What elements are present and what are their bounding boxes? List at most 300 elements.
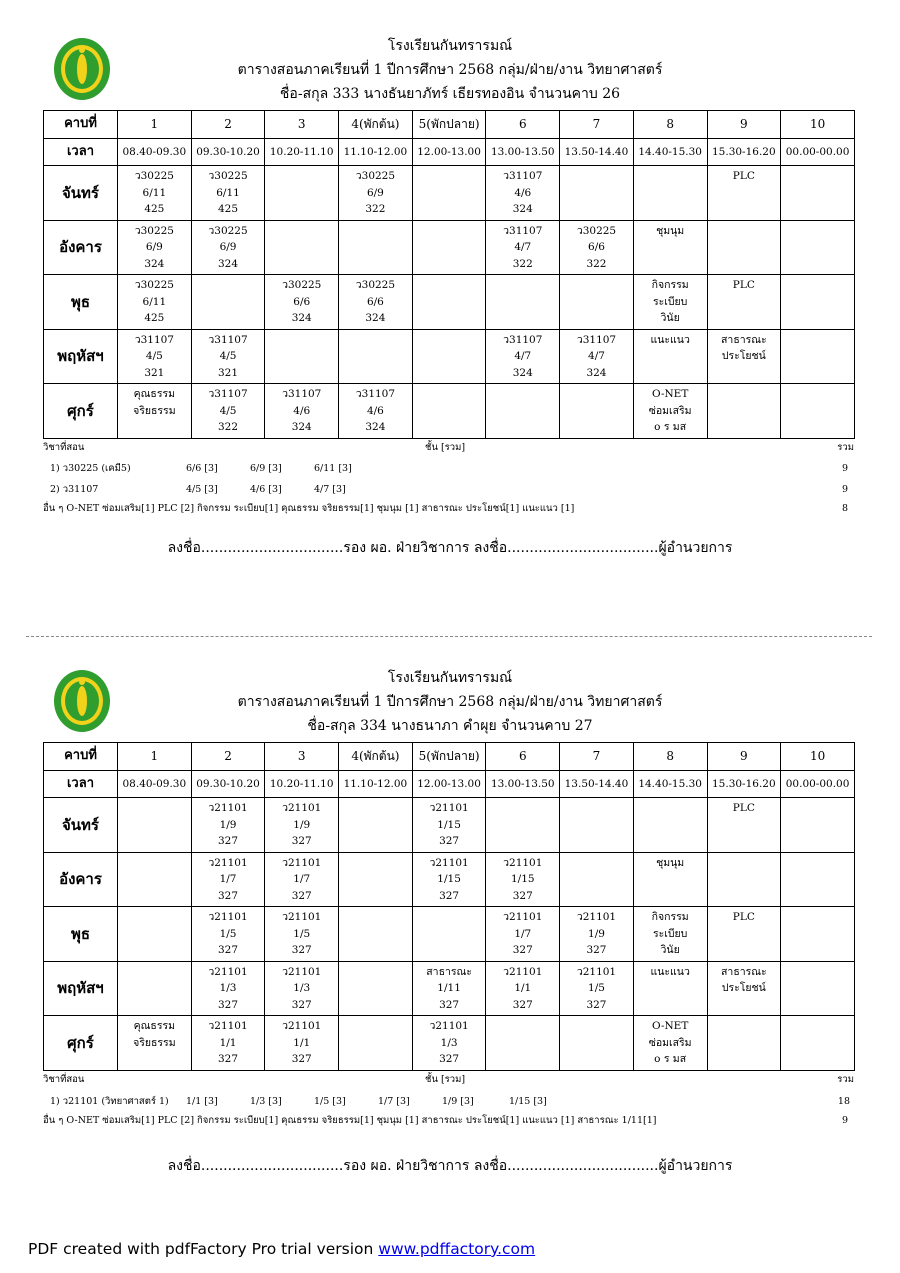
cell-line: ว31107 [208, 388, 248, 400]
day-label: พุธ [44, 907, 118, 962]
page-divider [26, 636, 872, 637]
day-row [44, 329, 855, 384]
timetable-cell [191, 220, 265, 275]
cell-line: 1/9 [588, 927, 605, 940]
empty-cell [781, 852, 855, 907]
empty-cell [633, 798, 707, 853]
summary-total-heading: รวม [837, 442, 854, 453]
cell-line: ว21101 [429, 856, 469, 869]
empty-cell [560, 852, 634, 907]
cell-line: ว21101 [282, 802, 322, 814]
cell-line: 4/6 [514, 186, 532, 199]
cell-line: 1/5 [293, 927, 311, 940]
cell-line: o ร มส [654, 421, 687, 433]
empty-cell [781, 166, 855, 221]
day-row [44, 384, 855, 439]
cell-line: 6/9 [366, 186, 384, 199]
timetable-cell [191, 329, 265, 384]
cell-line: 6/6 [366, 295, 384, 308]
timetable [43, 110, 855, 439]
cell-line: 1/7 [514, 927, 532, 940]
cell-line: ว21101 [208, 965, 248, 978]
cell-line: 327 [586, 998, 607, 1011]
subject-total: 18 [837, 1096, 850, 1107]
cell-line: ชุมนุม [656, 224, 685, 237]
subject-class: 1/9 [3] [442, 1096, 474, 1107]
empty-cell [781, 961, 855, 1016]
subject-class: 1/7 [3] [378, 1096, 410, 1107]
period-time: 15.30-16.20 [707, 771, 781, 798]
cell-line: 324 [586, 366, 607, 379]
empty-cell [191, 275, 265, 330]
timetable-cell [486, 220, 560, 275]
cell-line: 1/15 [437, 873, 461, 885]
cell-line: 327 [291, 889, 312, 902]
timetable-cell [412, 798, 486, 853]
timetable-cell [118, 220, 192, 275]
empty-cell [339, 907, 413, 962]
period-header-row [44, 111, 855, 139]
summary-total-heading: รวม [837, 1074, 854, 1085]
timetable-cell [633, 852, 707, 907]
cell-line: 6/9 [145, 241, 163, 253]
timetable-cell [265, 798, 339, 853]
subject-class: 4/7 [3] [314, 484, 346, 495]
timetable-cell [118, 275, 192, 330]
period-time: 00.00-00.00 [781, 139, 855, 166]
cell-line: ว21101 [429, 1020, 469, 1032]
empty-cell [265, 166, 339, 221]
subject-total: 9 [841, 484, 848, 495]
cell-line: 1/3 [293, 982, 311, 994]
empty-cell [339, 1016, 413, 1071]
period-number: 10 [781, 111, 855, 139]
summary-subject-heading: วิชาที่สอน [43, 1074, 85, 1085]
subject-class: 1/5 [3] [314, 1096, 346, 1107]
cell-line: PLC [732, 911, 755, 923]
other-activities-text: อื่น ๆ O-NET ซ่อมเสริม[1] PLC [2] กิจกรรม ระเบียบ[1] คุณธรรม จริยธรรม[1] ชุมนุม [1] สาธารณะ ประโยชน์[1] แนะแนว [1] สาธารณะ 1/11[1] [43, 1115, 657, 1126]
time-header-row [44, 139, 855, 166]
cell-line: วินัย [660, 944, 680, 956]
empty-cell [265, 220, 339, 275]
timetable [43, 742, 855, 1071]
empty-cell [707, 852, 781, 907]
timetable-cell [265, 275, 339, 330]
period-label: คาบที่ [44, 743, 118, 771]
cell-line: จริยธรรม [133, 404, 176, 417]
timetable-cell [560, 961, 634, 1016]
day-label: อังคาร [44, 852, 118, 907]
other-activities-text: อื่น ๆ O-NET ซ่อมเสริม[1] PLC [2] กิจกรรม ระเบียบ[1] คุณธรรม จริยธรรม[1] ชุมนุม [1] สาธารณะ ประโยชน์[1] แนะแนว [1] [43, 503, 575, 514]
period-time: 13.50-14.40 [560, 771, 634, 798]
period-number: 1 [118, 111, 192, 139]
cell-line: ว21101 [282, 856, 322, 869]
timetable-cell [339, 166, 413, 221]
day-label: พุธ [44, 275, 118, 330]
cell-line: o ร มส [654, 1053, 687, 1065]
cell-line: 327 [439, 835, 460, 847]
empty-cell [486, 1016, 560, 1071]
empty-cell [560, 384, 634, 439]
empty-cell [486, 384, 560, 439]
timetable-cell [339, 275, 413, 330]
cell-line: 425 [218, 203, 239, 215]
time-header-row [44, 771, 855, 798]
timetable-cell [339, 384, 413, 439]
cell-line: ระเบียบ [652, 295, 688, 308]
day-row [44, 1016, 855, 1071]
period-number: 7 [560, 743, 634, 771]
cell-line: คุณธรรม [133, 1020, 176, 1032]
period-time: 12.00-13.00 [412, 139, 486, 166]
cell-line: วินัย [660, 312, 680, 324]
other-activities-line [0, 1112, 900, 1130]
school-name: โรงเรียนกันทรารมณ์ [387, 38, 513, 54]
empty-cell [118, 907, 192, 962]
timetable-cell [707, 961, 781, 1016]
empty-cell [339, 220, 413, 275]
empty-cell [560, 798, 634, 853]
empty-cell [412, 907, 486, 962]
subject-line [0, 481, 900, 499]
cell-line: สาธารณะ [426, 965, 472, 978]
timetable-cell [707, 166, 781, 221]
cell-line: สาธารณะ [721, 965, 767, 978]
cell-line: 321 [144, 366, 165, 379]
cell-line: ซ่อมเสริม [648, 1036, 692, 1049]
period-header-row [44, 743, 855, 771]
timetable-cell [486, 329, 560, 384]
teacher-name: ชื่อ-สกุล 333 นางธันยาภัทร์ เธียรทองอิน จำนวนคาบ 26 [279, 86, 621, 102]
cell-line: 1/7 [293, 873, 311, 885]
cell-line: ว30225 [355, 279, 396, 291]
cell-line: 1/9 [219, 818, 237, 831]
timetable-cell [707, 275, 781, 330]
cell-line: ชุมนุม [656, 856, 685, 869]
empty-cell [560, 1016, 634, 1071]
cell-line: 1/15 [437, 818, 461, 831]
period-time: 13.00-13.50 [486, 139, 560, 166]
cell-line: ว21101 [208, 1020, 248, 1032]
empty-cell [486, 798, 560, 853]
cell-line: 6/11 [142, 295, 167, 308]
cell-line: ว21101 [208, 911, 248, 923]
cell-line: 327 [218, 1053, 239, 1065]
cell-line: ว31107 [503, 333, 543, 346]
cell-line: ว31107 [282, 388, 322, 400]
cell-line: แนะแนว [650, 333, 690, 346]
cell-line: 327 [291, 835, 312, 847]
empty-cell [781, 798, 855, 853]
other-activities-total: 8 [841, 503, 848, 514]
cell-line: ว30225 [576, 224, 617, 237]
cell-line: 322 [586, 257, 607, 270]
period-number: 6 [486, 743, 560, 771]
timetable-cell [633, 961, 707, 1016]
timetable-cell [191, 852, 265, 907]
subject-class: 1/1 [3] [186, 1096, 218, 1107]
cell-line: ว30225 [355, 170, 396, 182]
subject-class: 6/6 [3] [186, 463, 218, 474]
cell-line: ว21101 [503, 965, 543, 978]
time-label: เวลา [44, 771, 118, 798]
footer-link[interactable]: www.pdffactory.com [378, 1240, 536, 1258]
empty-cell [781, 275, 855, 330]
cell-line: ประโยชน์ [721, 350, 766, 362]
cell-line: 1/9 [293, 818, 311, 831]
cell-line: 324 [512, 203, 533, 215]
cell-line: 1/1 [219, 1036, 237, 1049]
empty-cell [412, 166, 486, 221]
empty-cell [707, 1016, 781, 1071]
cell-line: 1/5 [588, 982, 605, 994]
cell-line: ระเบียบ [652, 927, 688, 940]
cell-line: ว31107 [208, 333, 248, 346]
cell-line: 322 [218, 421, 239, 433]
period-time: 10.20-11.10 [265, 771, 339, 798]
period-time: 08.40-09.30 [118, 771, 192, 798]
subject-line [0, 460, 900, 478]
period-time: 13.50-14.40 [560, 139, 634, 166]
cell-line: 4/7 [514, 241, 532, 253]
cell-line: 1/5 [219, 927, 237, 940]
period-label: คาบที่ [44, 111, 118, 139]
timetable-cell [560, 907, 634, 962]
cell-line: 324 [291, 312, 312, 324]
cell-line: ว30225 [134, 170, 174, 182]
timetable-cell [118, 384, 192, 439]
cell-line: ว30225 [134, 279, 174, 291]
empty-cell [560, 166, 634, 221]
timetable-cell [118, 329, 192, 384]
cell-line: ซ่อมเสริม [648, 404, 692, 417]
summary-class-heading: ชั้น [รวม] [425, 1074, 466, 1085]
timetable-cell [707, 329, 781, 384]
timetable-cell [560, 329, 634, 384]
period-number: 6 [486, 111, 560, 139]
empty-cell [781, 907, 855, 962]
cell-line: 6/9 [219, 241, 237, 253]
cell-line: O-NET [651, 1020, 689, 1032]
empty-cell [339, 798, 413, 853]
empty-cell [560, 275, 634, 330]
subject-label: 2) ว31107 [50, 484, 99, 495]
empty-cell [707, 220, 781, 275]
cell-line: 322 [512, 257, 533, 270]
empty-cell [412, 329, 486, 384]
day-row [44, 166, 855, 221]
day-row [44, 220, 855, 275]
cell-line: 327 [291, 1053, 312, 1065]
cell-line: 6/11 [142, 186, 167, 199]
period-number: 4(พักต้น) [339, 743, 413, 771]
period-number: 8 [633, 111, 707, 139]
subject-line [0, 1093, 900, 1111]
subject-class: 4/5 [3] [186, 484, 218, 495]
period-number: 10 [781, 743, 855, 771]
day-row [44, 961, 855, 1016]
schedule-subtitle: ตารางสอนภาคเรียนที่ 1 ปีการศึกษา 2568 กลุ่ม/ฝ่าย/งาน วิทยาศาสตร์ [237, 62, 663, 78]
empty-cell [781, 220, 855, 275]
cell-line: ว21101 [208, 802, 248, 814]
timetable-cell [265, 961, 339, 1016]
timetable-cell [486, 166, 560, 221]
cell-line: 4/5 [145, 350, 163, 362]
timetable-cell [191, 1016, 265, 1071]
period-time: 14.40-15.30 [633, 139, 707, 166]
empty-cell [486, 275, 560, 330]
cell-line: ว21101 [576, 911, 617, 923]
cell-line: 327 [291, 998, 312, 1011]
cell-line: 327 [512, 998, 533, 1011]
cell-line: 324 [365, 312, 386, 324]
cell-line: 1/1 [293, 1036, 311, 1049]
cell-line: 1/3 [219, 982, 237, 994]
cell-line: ว21101 [429, 802, 469, 814]
period-number: 1 [118, 743, 192, 771]
period-number: 4(พักต้น) [339, 111, 413, 139]
cell-line: 324 [291, 421, 312, 433]
subject-label: 1) ว21101 (วิทยาศาสตร์ 1) [50, 1096, 169, 1107]
schedule-subtitle: ตารางสอนภาคเรียนที่ 1 ปีการศึกษา 2568 กลุ่ม/ฝ่าย/งาน วิทยาศาสตร์ [237, 694, 663, 710]
timetable-cell [118, 1016, 192, 1071]
cell-line: ว30225 [208, 170, 248, 182]
day-label: พฤหัสฯ [44, 961, 118, 1016]
cell-line: ว30225 [282, 279, 322, 291]
cell-line: 1/15 [510, 873, 535, 885]
cell-line: 1/3 [440, 1036, 458, 1049]
day-label: ศุกร์ [44, 1016, 118, 1071]
cell-line: 327 [512, 944, 533, 956]
timetable-cell [633, 384, 707, 439]
empty-cell [412, 220, 486, 275]
cell-line: 324 [144, 257, 165, 270]
period-time: 09.30-10.20 [191, 139, 265, 166]
cell-line: ว21101 [282, 1020, 322, 1032]
timetable-cell [191, 907, 265, 962]
summary-header [0, 1071, 900, 1089]
cell-line: 6/11 [216, 186, 240, 199]
time-label: เวลา [44, 139, 118, 166]
cell-line: 327 [291, 944, 312, 956]
day-label: พฤหัสฯ [44, 329, 118, 384]
cell-line: ว21101 [503, 856, 543, 869]
period-time: 09.30-10.20 [191, 771, 265, 798]
cell-line: 327 [218, 835, 239, 847]
cell-line: 327 [586, 944, 607, 956]
cell-line: สาธารณะ [721, 333, 767, 346]
period-number: 2 [191, 743, 265, 771]
timetable-cell [412, 852, 486, 907]
empty-cell [265, 329, 339, 384]
period-number: 3 [265, 111, 339, 139]
empty-cell [781, 1016, 855, 1071]
cell-line: 327 [439, 889, 460, 902]
period-time: 11.10-12.00 [339, 139, 413, 166]
cell-line: ว21101 [576, 965, 617, 978]
subject-total: 9 [841, 463, 848, 474]
timetable-cell [265, 1016, 339, 1071]
cell-line: 425 [144, 203, 165, 215]
subject-class: 6/11 [3] [314, 463, 352, 474]
cell-line: 4/6 [366, 404, 384, 417]
cell-line: จริยธรรม [133, 1036, 176, 1049]
period-number: 5(พักปลาย) [412, 111, 486, 139]
period-time: 14.40-15.30 [633, 771, 707, 798]
cell-line: 324 [365, 421, 386, 433]
period-time: 00.00-00.00 [781, 771, 855, 798]
pdf-watermark-footer [28, 1238, 535, 1260]
empty-cell [633, 166, 707, 221]
empty-cell [118, 852, 192, 907]
cell-line: ว30225 [134, 224, 174, 237]
empty-cell [781, 384, 855, 439]
cell-line: ประโยชน์ [721, 982, 766, 994]
cell-line: 6/6 [588, 241, 605, 253]
cell-line: PLC [732, 802, 755, 814]
cell-line: ว31107 [134, 333, 174, 346]
period-number: 9 [707, 743, 781, 771]
day-row [44, 852, 855, 907]
period-number: 7 [560, 111, 634, 139]
cell-line: 425 [144, 312, 165, 324]
cell-line: 4/6 [293, 404, 311, 417]
timetable-cell [191, 798, 265, 853]
cell-line: PLC [732, 279, 755, 291]
day-row [44, 275, 855, 330]
summary-header [0, 439, 900, 457]
empty-cell [118, 798, 192, 853]
other-activities-line [0, 500, 900, 518]
subject-label: 1) ว30225 (เคมี5) [50, 463, 131, 474]
period-time: 13.00-13.50 [486, 771, 560, 798]
cell-line: 327 [218, 944, 239, 956]
cell-line: 322 [365, 203, 386, 215]
empty-cell [339, 852, 413, 907]
day-row [44, 907, 855, 962]
timetable-cell [633, 275, 707, 330]
cell-line: ว21101 [282, 911, 322, 923]
school-name: โรงเรียนกันทรารมณ์ [387, 670, 513, 686]
summary-class-heading: ชั้น [รวม] [425, 442, 466, 453]
timetable-cell [191, 961, 265, 1016]
cell-line: ว31107 [503, 224, 543, 237]
period-time: 12.00-13.00 [412, 771, 486, 798]
period-number: 5(พักปลาย) [412, 743, 486, 771]
period-number: 2 [191, 111, 265, 139]
empty-cell [781, 329, 855, 384]
empty-cell [118, 961, 192, 1016]
timetable-cell [486, 961, 560, 1016]
cell-line: ว21101 [208, 856, 248, 869]
timetable-cell [707, 907, 781, 962]
empty-cell [339, 961, 413, 1016]
day-row [44, 798, 855, 853]
cell-line: ว31107 [503, 170, 543, 182]
empty-cell [412, 275, 486, 330]
cell-line: 327 [512, 889, 533, 902]
cell-line: PLC [732, 170, 755, 182]
day-label: จันทร์ [44, 166, 118, 221]
cell-line: 6/6 [293, 295, 311, 308]
cell-line: ว21101 [503, 911, 543, 923]
day-label: อังคาร [44, 220, 118, 275]
cell-line: 324 [218, 257, 239, 270]
timetable-cell [191, 384, 265, 439]
cell-line: กิจกรรม [651, 911, 689, 923]
subject-class: 1/15 [3] [509, 1096, 547, 1107]
period-time: 10.20-11.10 [265, 139, 339, 166]
